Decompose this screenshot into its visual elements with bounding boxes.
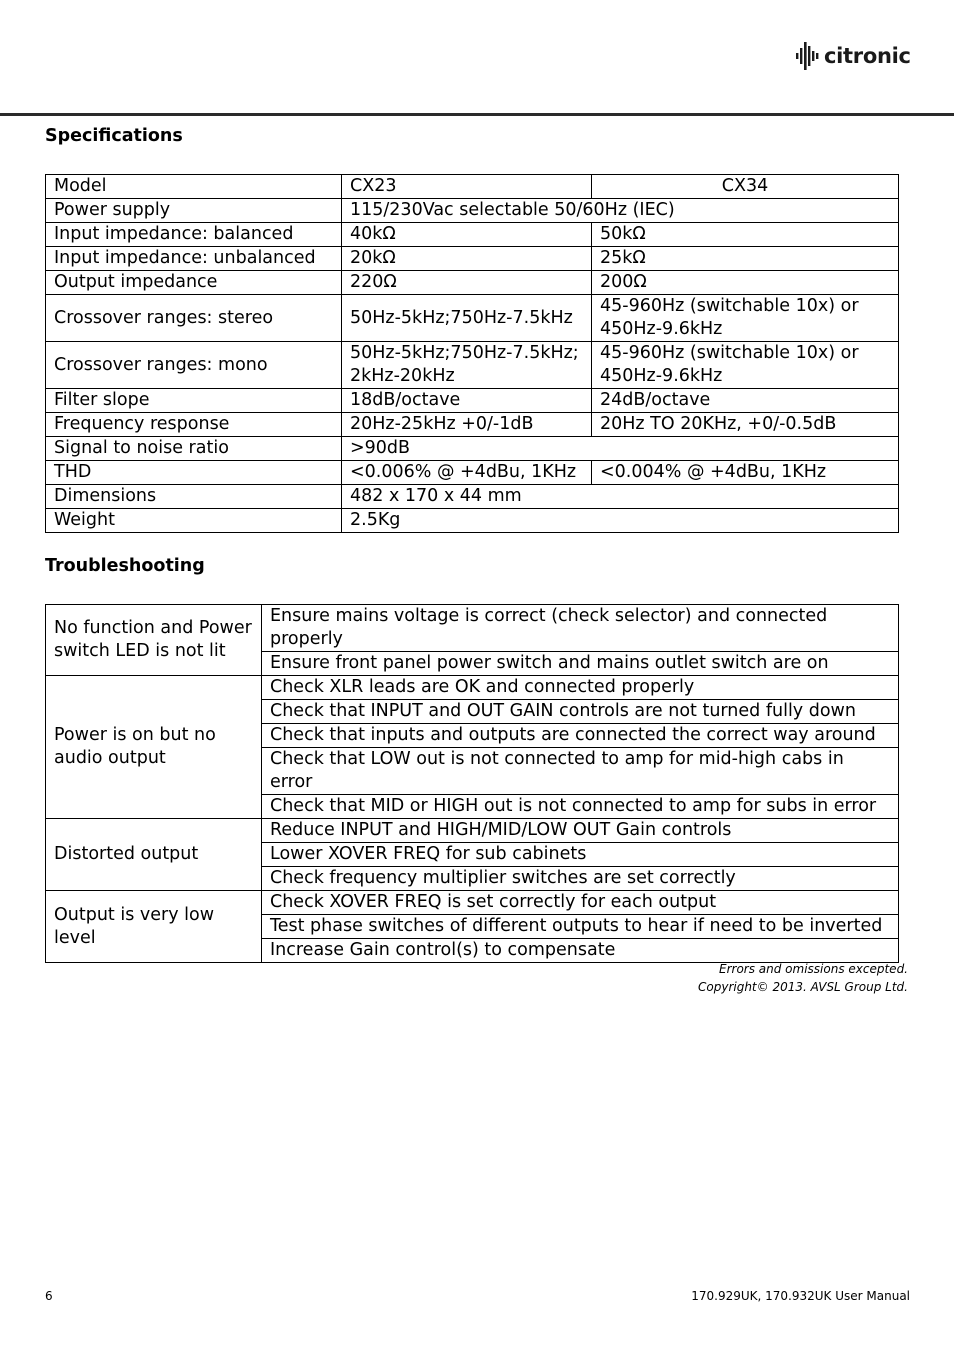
remedy-cell: Reduce INPUT and HIGH/MID/LOW OUT Gain controls <box>262 819 899 843</box>
remedy-cell: Check XLR leads are OK and connected properly <box>262 676 899 700</box>
spec-value-cx34: 25kΩ <box>592 247 899 271</box>
spec-label: Signal to noise ratio <box>46 437 342 461</box>
waveform-icon <box>795 42 821 70</box>
spec-value-line: 450Hz-9.6kHz <box>600 366 723 386</box>
errors-notice: Errors and omissions excepted. <box>719 962 908 976</box>
remedy-cell: Check frequency multiplier switches are set correctly <box>262 867 899 891</box>
spec-row-input-balanced <box>46 223 899 247</box>
spec-row-dimensions <box>46 485 899 509</box>
spec-label: Power supply <box>46 199 342 223</box>
spec-row-weight <box>46 509 899 533</box>
spec-value-cx34: 24dB/octave <box>592 389 899 413</box>
spec-value-line: 450Hz-9.6kHz <box>600 319 723 339</box>
spec-value-cx34: <0.004% @ +4dBu, 1KHz <box>592 461 899 485</box>
spec-value-line: 50Hz-5kHz;750Hz-7.5kHz; <box>350 343 579 363</box>
spec-value-cx23: 50Hz-5kHz;750Hz-7.5kHz <box>342 295 592 342</box>
spec-row-snr <box>46 437 899 461</box>
troubleshooting-heading: Troubleshooting <box>45 556 205 576</box>
problem-cell <box>46 819 262 891</box>
specifications-heading: Specifications <box>45 126 183 146</box>
remedy-cell: Ensure front panel power switch and mains outlet switch are on <box>262 652 899 676</box>
table-row <box>46 891 899 915</box>
spec-label: Input impedance: unbalanced <box>46 247 342 271</box>
remedy-cell: Check XOVER FREQ is set correctly for each output <box>262 891 899 915</box>
problem-cell <box>46 605 262 676</box>
spec-value-shared: >90dB <box>342 437 899 461</box>
remedy-cell: Check that inputs and outputs are connected the correct way around <box>262 724 899 748</box>
spec-row-output-impedance <box>46 271 899 295</box>
spec-value-line: 45-960Hz (switchable 10x) or <box>600 296 859 316</box>
spec-value-cx23: 18dB/octave <box>342 389 592 413</box>
spec-row-input-unbalanced <box>46 247 899 271</box>
spec-value-cx23: 20kΩ <box>342 247 592 271</box>
problem-line: level <box>54 927 96 948</box>
remedy-cell: Lower XOVER FREQ for sub cabinets <box>262 843 899 867</box>
spec-label: Model <box>46 175 342 199</box>
spec-row-crossover-stereo <box>46 295 899 342</box>
spec-label: THD <box>46 461 342 485</box>
spec-value-cx34: 20Hz TO 20KHz, +0/-0.5dB <box>592 413 899 437</box>
problem-line: No function and Power <box>54 618 252 638</box>
spec-value-shared: 115/230Vac selectable 50/60Hz (IEC) <box>342 199 899 223</box>
problem-cell <box>46 891 262 963</box>
spec-value-cx34 <box>592 295 899 342</box>
remedy-cell: Check that MID or HIGH out is not connected to amp for subs in error <box>262 795 899 819</box>
problem-line: Output is very low <box>54 904 215 925</box>
table-row <box>46 676 899 700</box>
spec-value-cx23: 220Ω <box>342 271 592 295</box>
spec-value-cx23: <0.006% @ +4dBu, 1KHz <box>342 461 592 485</box>
spec-row-frequency-response <box>46 413 899 437</box>
spec-value-shared: 482 x 170 x 44 mm <box>342 485 899 509</box>
spec-row-crossover-mono <box>46 342 899 389</box>
spec-value-line: 45-960Hz (switchable 10x) or <box>600 343 859 363</box>
table-row <box>46 605 899 652</box>
spec-value-cx34: 50kΩ <box>592 223 899 247</box>
spec-row-thd <box>46 461 899 485</box>
specifications-table <box>45 174 899 533</box>
spec-value-cx23: 40kΩ <box>342 223 592 247</box>
remedy-cell: Ensure mains voltage is correct (check selector) and connected properly <box>262 605 899 652</box>
spec-label: Frequency response <box>46 413 342 437</box>
spec-label: Output impedance <box>46 271 342 295</box>
spec-value-cx34 <box>592 342 899 389</box>
spec-row-filter-slope <box>46 389 899 413</box>
spec-value-cx23 <box>342 342 592 389</box>
spec-label: Dimensions <box>46 485 342 509</box>
remedy-cell: Test phase switches of different outputs to hear if need to be inverted <box>262 915 899 939</box>
spec-label: Input impedance: balanced <box>46 223 342 247</box>
problem-line: audio output <box>54 748 166 768</box>
table-row <box>46 819 899 843</box>
spec-label: Crossover ranges: stereo <box>46 295 342 342</box>
problem-cell <box>46 676 262 819</box>
remedy-cell: Increase Gain control(s) to compensate <box>262 939 899 963</box>
page-number: 6 <box>45 1289 53 1303</box>
spec-value-cx34: CX34 <box>592 175 899 199</box>
spec-value-cx23: 20Hz-25kHz +0/-1dB <box>342 413 592 437</box>
brand-logo <box>795 42 911 70</box>
remedy-cell: Check that LOW out is not connected to amp for mid-high cabs in error <box>262 748 899 795</box>
remedy-cell: Check that INPUT and OUT GAIN controls are not turned fully down <box>262 700 899 724</box>
spec-value-cx23: CX23 <box>342 175 592 199</box>
problem-line: Distorted output <box>54 844 199 864</box>
spec-row-model <box>46 175 899 199</box>
spec-value-cx34: 200Ω <box>592 271 899 295</box>
manual-title: 170.929UK, 170.932UK User Manual <box>691 1289 910 1303</box>
spec-label: Filter slope <box>46 389 342 413</box>
copyright-notice: Copyright© 2013. AVSL Group Ltd. <box>698 980 908 994</box>
spec-label: Crossover ranges: mono <box>46 342 342 389</box>
spec-value-line: 2kHz-20kHz <box>350 366 455 386</box>
header-divider <box>0 113 954 116</box>
spec-label: Weight <box>46 509 342 533</box>
problem-line: Power is on but no <box>54 725 216 745</box>
brand-name: citronic <box>824 44 911 68</box>
troubleshooting-table <box>45 604 899 963</box>
problem-line: switch LED is not lit <box>54 641 226 661</box>
spec-value-shared: 2.5Kg <box>342 509 899 533</box>
spec-row-power-supply <box>46 199 899 223</box>
